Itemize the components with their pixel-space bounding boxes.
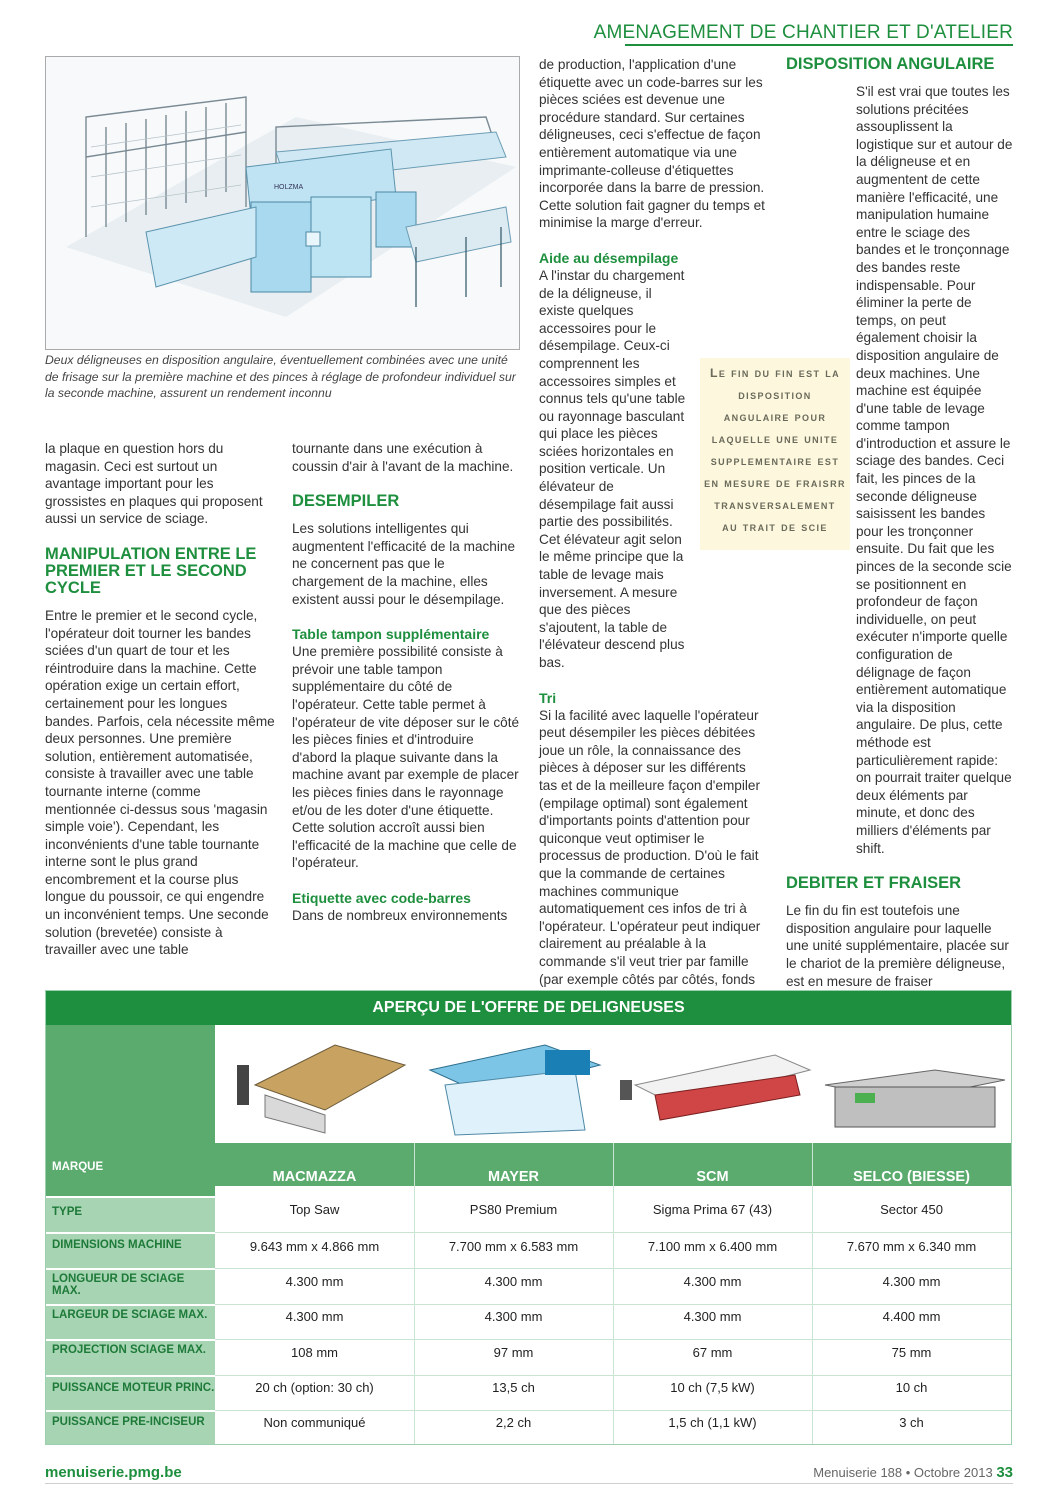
machine-photo: [45, 56, 520, 350]
table-cell: 67 mm: [692, 1345, 733, 1360]
brand-cell: MACMAZZA: [272, 1169, 357, 1185]
section-title: AMENAGEMENT DE CHANTIER ET D'ATELIER: [593, 22, 1013, 43]
column-1: [45, 440, 275, 959]
table-cell: Sector 450: [880, 1202, 943, 1217]
column-4: [786, 56, 1013, 1096]
column-separator: [812, 1143, 813, 1444]
col2-paragraph: Dans de nombreux environnements: [292, 907, 508, 923]
machine-illustration: [46, 57, 519, 349]
table-cell: 10 ch: [895, 1380, 928, 1395]
table-cell: 1,5 ch (1,1 kW): [668, 1415, 757, 1430]
scm-thumbnail: [620, 1055, 810, 1120]
col3-paragraph: A l'instar du chargement de la déligneuse, il existe quelques accessoires pour le désempilage. Ceux-ci comprennent les accessoires simples et connus tels qu'une table ou rayonnage basculant qui place les pièces sciées horizontales en position verticale. Un élévateur de désempilage fait aussi partie des possibilités. Cet élévateur agit selon le même principe que la table de levage mais inversement. A mesure que des pièces s'ajoutent, la table de l'élévateur descend plus bas.: [539, 267, 686, 670]
brand-cell: SELCO (BIESSE): [853, 1169, 970, 1185]
machine-brand-label: HOLZMA: [274, 184, 304, 191]
brand-cell: MAYER: [487, 1169, 540, 1185]
photo-caption: Deux déligneuses en disposition angulaire, éventuellement combinées avec une unité de frisage sur la première machine et des pinces à réglage de profondeur individuel sur la seconde machine, assurent un rendement inconnu: [45, 353, 516, 400]
page-number: 33: [996, 1464, 1013, 1481]
table-cell: 108 mm: [291, 1345, 338, 1360]
table-cell: 7.670 mm x 6.340 mm: [846, 1239, 977, 1254]
table-cell: 4.300 mm: [683, 1309, 742, 1324]
table-cell: 4.300 mm: [882, 1274, 941, 1289]
row-label-puissance-preinciseur: PUISSANCE PRE-INCISEUR: [46, 1410, 215, 1444]
machine-thumbnails: [215, 1025, 1011, 1143]
col2-paragraph: Une première possibilité consiste à prévoir une table tampon supplémentaire du côté de l'opérateur. Cette table permet à l'opérateur de vite déposer sur le côté les pièces finies et d'introduire d'abord la plaque suivante dans la machine avant par exemple de placer les pièces finies dans le rayonnage et/ou de les doter d'une étiquette. Cette solution accroît aussi bien l'efficacité de la machine que celle de l'opérateur.: [292, 644, 520, 871]
table-cell: 4.300 mm: [484, 1309, 543, 1324]
heading-disposition-angulaire: DISPOSITION ANGULAIRE: [786, 55, 995, 73]
table-cell: 4.300 mm: [484, 1274, 543, 1289]
column-separator: [613, 1143, 614, 1444]
heading-table-tampon: Table tampon supplémentaire: [292, 626, 490, 643]
row-label-largeur: LARGEUR DE SCIAGE MAX.: [46, 1304, 215, 1339]
table-cell: 10 ch (7,5 kW): [670, 1380, 755, 1395]
table-cell: 7.100 mm x 6.400 mm: [647, 1239, 778, 1254]
table-cell: 13,5 ch: [492, 1380, 535, 1395]
table-cell: 9.643 mm x 4.866 mm: [249, 1239, 380, 1254]
machine-thumbnails-svg: [215, 1025, 1011, 1143]
col3-paragraph: Si la facilité avec laquelle l'opérateur peut désempiler les pièces débitées joue un rôle, la connaissance des pièces à déposer sur les différents tas et de la meilleure façon d'empiler (empilage optimal) sont également d'importants points d'attention pour quiconque veut optimiser le processus de production. D'où le fait que la commande de certaines machines communique automatiquement ces infos de tri à l'opérateur. L'opérateur peut indiquer clairement au préalable à la commande s'il veut trier par famille (par exemple côtés par côtés, fonds: [539, 707, 761, 987]
heading-aide-desempilage: Aide au désempilage: [539, 249, 679, 266]
col2-paragraph: Les solutions intelligentes qui augmentent l'efficacité de la machine ne concernent pas que le chargement de la machine, elles existent aussi pour le désempilage.: [292, 521, 516, 607]
brand-cell: SCM: [696, 1169, 729, 1185]
table-cell: 97 mm: [493, 1345, 534, 1360]
macmazza-thumbnail: [237, 1045, 405, 1133]
table-cell: 3 ch: [899, 1415, 924, 1430]
col1-paragraph: Entre le premier et le second cycle, l'opérateur doit tourner les bandes sciées d'un quart de tour et les réintroduire dans la machine. Cette opération exige un certain effort, certainement pour les longues bandes. Parfois, cela nécessite même deux personnes. Une première solution, entièrement automatisée, consiste à travailler avec une table tournante interne (comme mentionnée ci-dessus sous 'magasin simple voie'). Cependant, les inconvénients d'une table tournante interne sont le plus grand encombrement et la course plus longue du poussoir, ce qui engendre un inconvénient temps. Une seconde solution (brevetée) consiste à travailler avec une table: [45, 607, 275, 958]
heading-debiter-fraiser: DEBITER ET FRAISER: [786, 874, 962, 893]
table-cell: 2,2 ch: [495, 1415, 532, 1430]
table-cell: Top Saw: [289, 1202, 340, 1217]
row-label-puissance-moteur: PUISSANCE MOTEUR PRINC.: [46, 1375, 215, 1410]
header-rule: [625, 44, 1013, 46]
brand-label: MARQUE: [52, 1161, 104, 1173]
selco-thumbnail: [825, 1070, 1005, 1127]
heading-desempiler: DESEMPILER: [292, 492, 400, 511]
column-separator: [414, 1143, 415, 1444]
table-cell: 4.300 mm: [285, 1274, 344, 1289]
row-label-longueur: LONGUEUR DE SCIAGE MAX.: [46, 1268, 215, 1304]
comparison-table: [45, 990, 1012, 1445]
table-cell: 4.300 mm: [683, 1274, 742, 1289]
pull-quote-text: Le fin du fin est la disposition angulaire pour laquelle une unite supplementaire est en mesure de fraisrr transversalement au trait de scie: [704, 366, 846, 534]
row-label-projection: PROJECTION SCIAGE MAX.: [46, 1339, 215, 1375]
col4-paragraph: Le fin du fin est toutefois une disposition angulaire pour laquelle une unité supplémentaire, placée sur le chariot de la première déligneuse, est en mesure de fraiser: [786, 903, 1009, 989]
table-cell: 4.300 mm: [285, 1309, 344, 1324]
footer-issue: [813, 1464, 1013, 1481]
issue-label: Menuiserie 188 • Octobre 2013: [813, 1465, 993, 1480]
table-cell: PS80 Premium: [469, 1202, 558, 1217]
footer-rule: [45, 1483, 1013, 1484]
row-label-type: TYPE: [46, 1196, 215, 1232]
col1-paragraph: la plaque en question hors du magasin. Ceci est surtout un avantage important pour les grossistes en plaques qui proposent aussi un service de sciage.: [45, 441, 263, 527]
table-title: APERÇU DE L'OFFRE DE DELIGNEUSES: [46, 991, 1011, 1025]
table-cell: Sigma Prima 67 (43): [652, 1202, 773, 1217]
table-cell: 7.700 mm x 6.583 mm: [448, 1239, 579, 1254]
heading-tri: Tri: [539, 689, 557, 706]
table-cell: Non communiqué: [263, 1415, 366, 1430]
mayer-thumbnail: [430, 1045, 600, 1135]
column-2: [292, 440, 520, 924]
table-cell: 20 ch (option: 30 ch): [255, 1380, 374, 1395]
col2-paragraph: tournante dans une exécution à coussin d'air à l'avant de la machine.: [292, 441, 514, 474]
col3-paragraph: de production, l'application d'une étiquette avec un code-barres sur les pièces sciées est devenue une procédure standard. Sur certaines déligneuses, ceci s'effectue de façon entièrement automatique via une imprimante-colleuse d'étiquettes incorporée dans la barre de pression. Cette solution fait gagner du temps et minimise la marge d'erreur.: [539, 57, 765, 231]
heading-etiquette: Etiquette avec code-barres: [292, 889, 471, 906]
table-cell: 4.400 mm: [882, 1309, 941, 1324]
table-cell: 75 mm: [891, 1345, 932, 1360]
footer-site-link[interactable]: menuiserie.pmg.be: [45, 1464, 182, 1481]
col4-paragraph: S'il est vrai que toutes les solutions précitées assouplissent la logistique sur et autour de la déligneuse et en augmentent de cette manière l'efficacité, une manipulation humaine entre le sciage des bandes et le tronçonnage des bandes reste indispensable. Pour éliminer la perte de temps, on peut également choisir la disposition angulaire de deux machines. Une machine est équipée d'une table de levage comme tampon d'introduction et assure le sciage des bandes. Ceci fait, les pinces de la seconde déligneuse saisissent les bandes pour les tronçonner ensuite. Du fait que les pinces de la seconde scie se positionnent en profondeur de façon individuelle, on peut exécuter n'importe quelle configuration de délignage de façon entièrement automatique via la disposition angulaire. De plus, cette méthode est particulièrement rapide: on pourrait traiter quelque deux éléments par minute, et donc des milliers d'éléments par shift.: [856, 84, 1013, 856]
heading-manipulation: MANIPULATION ENTRE LE PREMIER ET LE SECOND CYCLE: [45, 544, 257, 597]
row-label-dimensions: DIMENSIONS MACHINE: [46, 1232, 215, 1268]
